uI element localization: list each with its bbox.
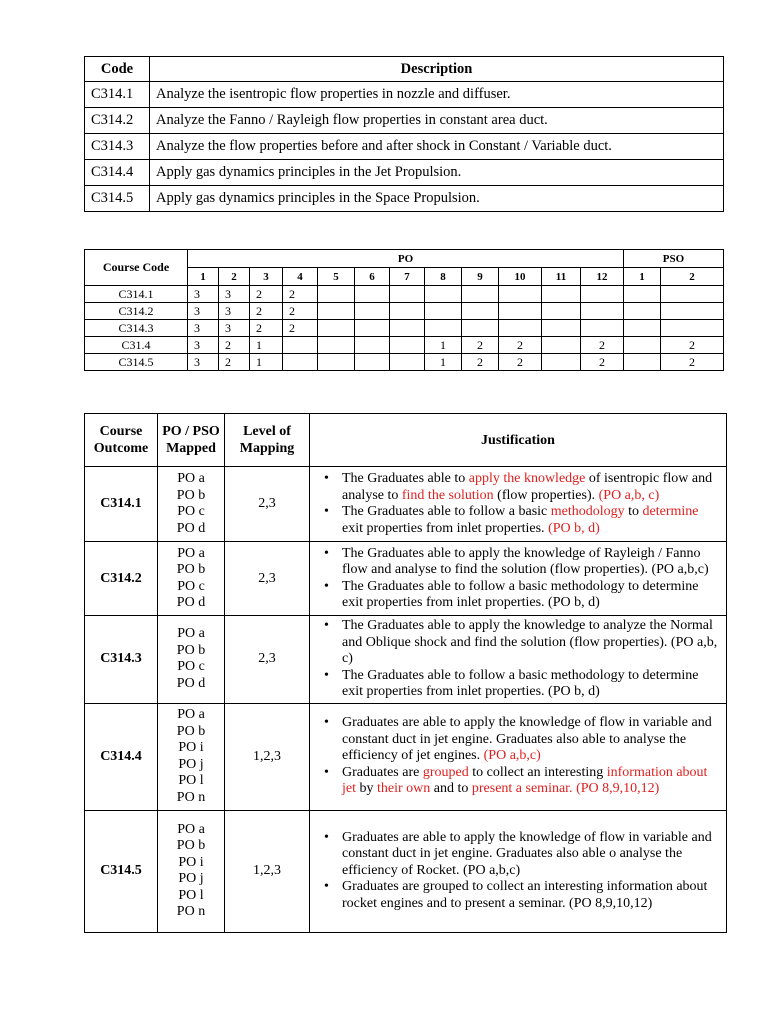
justification-text: Graduates are	[342, 764, 423, 780]
mapping-value-cell	[661, 286, 724, 303]
highlighted-phrase: determine	[642, 504, 699, 519]
justification-bullet	[318, 618, 718, 668]
justification-bullet	[318, 765, 718, 798]
justification-bullet	[318, 504, 718, 537]
mapping-value-cell	[355, 303, 390, 320]
mapping-value-cell: 2	[250, 320, 283, 337]
po-column-header: 10	[499, 268, 542, 286]
highlighted-phrase: (PO 8,9,10,12)	[576, 781, 660, 797]
justification-text: and to	[430, 781, 472, 797]
table-row	[85, 810, 727, 932]
po-mapped-item: PO j	[178, 756, 204, 772]
justification-list	[318, 471, 718, 537]
mapping-value-cell: 2	[581, 354, 624, 371]
mapping-value-cell	[318, 320, 355, 337]
po-mapped-cell	[158, 703, 225, 810]
mapping-value-cell	[624, 320, 661, 337]
mapping-value-cell	[425, 320, 462, 337]
mapping-value-cell	[390, 320, 425, 337]
mapping-value-cell	[318, 337, 355, 354]
justification-list	[318, 715, 718, 798]
justification-text: The Graduates able to	[342, 471, 469, 486]
po-column-header: 4	[283, 268, 318, 286]
mapping-value-cell: 2	[499, 337, 542, 354]
justification-bullet	[318, 715, 718, 765]
justification-list	[318, 618, 718, 701]
mapping-value-cell	[542, 354, 581, 371]
po-mapped-item: PO b	[176, 642, 206, 658]
course-outcomes-table	[84, 56, 724, 212]
level-of-mapping-cell: 2,3	[225, 542, 310, 616]
mapping-value-cell	[462, 303, 499, 320]
mapping-value-cell	[581, 320, 624, 337]
po-mapped-item: PO c	[177, 578, 205, 594]
table-header-row	[85, 414, 727, 467]
mapping-value-cell	[462, 286, 499, 303]
po-mapped-item: PO l	[178, 773, 204, 788]
justification-text: of isentropic flow and analyse to	[342, 471, 713, 503]
outcome-description-cell: Analyze the isentropic flow properties in nozzle and diffuser.	[150, 82, 724, 108]
table-header-row	[85, 57, 724, 82]
highlighted-phrase: (PO b, d)	[548, 520, 600, 536]
mapping-value-cell	[542, 286, 581, 303]
po-mapped-item: PO c	[177, 659, 205, 675]
mapping-value-cell	[283, 337, 318, 354]
justification-text: Graduates are able to apply the knowledge of flow in variable and constant duct in jet engine. Graduates also able o analyse the efficiency of Rocket. (PO a,b,c)	[342, 829, 712, 878]
table-row	[85, 186, 724, 212]
mapping-value-cell	[499, 303, 542, 320]
justification-cell	[310, 467, 727, 542]
mapping-value-cell: 1	[425, 354, 462, 371]
mapping-value-cell: 3	[188, 354, 219, 371]
po-mapped-item: PO i	[178, 740, 204, 755]
po-mapped-item: PO b	[176, 562, 206, 577]
course-code-cell: C314.5	[85, 354, 188, 371]
justification-text: Graduates are grouped to collect an interesting information about rocket engines and to present a seminar. (PO 8,9,10,12)	[342, 879, 708, 911]
po-column-header: 9	[462, 268, 499, 286]
justification-cell	[310, 703, 727, 810]
highlighted-phrase: apply the knowledge	[468, 471, 586, 486]
po-mapped-item: PO a	[177, 707, 205, 722]
outcome-description-cell: Apply gas dynamics principles in the Jet Propulsion.	[150, 160, 724, 186]
justification-list	[318, 546, 718, 612]
mapping-value-cell	[581, 303, 624, 320]
outcome-code-cell: C314.5	[85, 186, 150, 212]
mapping-value-cell	[318, 354, 355, 371]
justification-text: Graduates are able to apply the knowledge of flow in variable and constant duct in jet engine. Graduates also able to analyse the efficiency of jet engines.	[342, 715, 712, 764]
table-row	[85, 703, 727, 810]
justification-cell	[310, 542, 727, 616]
po-column-header: 2	[219, 268, 250, 286]
highlighted-phrase: (PO a,b,c)	[483, 748, 541, 764]
outcome-code-cell: C314.3	[85, 134, 150, 160]
mapping-value-cell	[624, 337, 661, 354]
justification-cell	[310, 810, 727, 932]
po-column-header: 7	[390, 268, 425, 286]
mapping-value-cell: 2	[219, 354, 250, 371]
mapping-value-cell	[283, 354, 318, 371]
mapping-value-cell: 1	[250, 337, 283, 354]
mapping-value-cell	[542, 320, 581, 337]
po-pso-mapping-table	[84, 249, 724, 371]
table-row	[85, 286, 724, 303]
po-mapped-item: PO b	[176, 723, 206, 739]
mapping-value-cell: 3	[219, 303, 250, 320]
table-row	[85, 82, 724, 108]
mapping-value-cell: 3	[219, 286, 250, 303]
justification-text: The Graduates able to apply the knowledge to analyze the Normal and Oblique shock and find the solution (flow properties). (PO a,b, c)	[342, 618, 718, 666]
mapping-value-cell: 1	[250, 354, 283, 371]
mapping-value-cell	[542, 337, 581, 354]
po-mapped-item: PO a	[177, 545, 205, 561]
mapping-value-cell	[462, 320, 499, 337]
mapping-value-cell	[499, 320, 542, 337]
pso-header: PSO	[624, 250, 724, 268]
mapping-value-cell	[624, 303, 661, 320]
course-outcome-cell: C314.3	[85, 616, 158, 704]
level-of-mapping-cell: 1,2,3	[225, 810, 310, 932]
po-pso-mapped-header: PO / PSO Mapped	[158, 414, 225, 467]
table-row	[85, 160, 724, 186]
table-row	[85, 337, 724, 354]
po-mapped-item: PO n	[176, 789, 206, 805]
mapping-value-cell	[390, 354, 425, 371]
po-column-header: 5	[318, 268, 355, 286]
po-header: PO	[188, 250, 624, 268]
po-mapped-item: PO j	[178, 871, 204, 886]
mapping-value-cell: 2	[499, 354, 542, 371]
course-outcome-cell: C314.4	[85, 703, 158, 810]
mapping-value-cell: 2	[661, 354, 724, 371]
level-of-mapping-cell: 1,2,3	[225, 703, 310, 810]
mapping-value-cell	[318, 303, 355, 320]
pso-column-header: 2	[661, 268, 724, 286]
table-row	[85, 108, 724, 134]
table-header-row	[85, 250, 724, 268]
mapping-value-cell: 2	[283, 320, 318, 337]
justification-bullet	[318, 830, 718, 880]
mapping-value-cell	[661, 320, 724, 337]
table-row	[85, 134, 724, 160]
mapping-value-cell: 2	[462, 337, 499, 354]
highlighted-phrase: grouped	[422, 764, 469, 780]
mapping-value-cell	[355, 320, 390, 337]
mapping-value-cell: 3	[188, 320, 219, 337]
pso-column-header: 1	[624, 268, 661, 286]
mapping-value-cell: 3	[188, 286, 219, 303]
justification-table	[84, 413, 727, 933]
course-code-cell: C31.4	[85, 337, 188, 354]
outcome-description-cell: Analyze the flow properties before and after shock in Constant / Variable duct.	[150, 134, 724, 160]
justification-cell	[310, 616, 727, 704]
po-mapped-item: PO i	[178, 854, 204, 870]
justification-bullet	[318, 546, 718, 579]
highlighted-phrase: their own	[377, 781, 431, 797]
mapping-value-cell	[624, 286, 661, 303]
table-row	[85, 616, 727, 704]
highlighted-phrase: (PO a,b, c)	[598, 487, 660, 503]
mapping-value-cell: 3	[188, 337, 219, 354]
mapping-value-cell: 2	[250, 286, 283, 303]
highlighted-phrase: find the solution	[401, 487, 494, 503]
justification-bullet	[318, 668, 718, 701]
course-code-cell: C314.1	[85, 286, 188, 303]
outcome-description-cell: Analyze the Fanno / Rayleigh flow properties in constant area duct.	[150, 108, 724, 134]
po-mapped-item: PO d	[176, 595, 206, 610]
po-column-header: 1	[188, 268, 219, 286]
course-outcome-header: Course Outcome	[85, 414, 158, 467]
justification-text: to collect an interesting	[468, 764, 607, 780]
mapping-value-cell: 2	[462, 354, 499, 371]
level-of-mapping-cell: 2,3	[225, 616, 310, 704]
mapping-value-cell: 1	[425, 337, 462, 354]
outcome-code-cell: C314.2	[85, 108, 150, 134]
mapping-value-cell	[542, 303, 581, 320]
table-row	[85, 467, 727, 542]
justification-text: The Graduates able to follow a basic methodology to determine exit properties from inlet properties. (PO b, d)	[342, 667, 699, 699]
justification-text: The Graduates able to follow a basic methodology to determine exit properties from inlet properties. (PO b, d)	[342, 578, 699, 610]
po-mapped-item: PO a	[177, 821, 205, 837]
outcome-description-cell: Apply gas dynamics principles in the Space Propulsion.	[150, 186, 724, 212]
mapping-value-cell: 2	[250, 303, 283, 320]
po-column-header: 11	[542, 268, 581, 286]
mapping-value-cell	[499, 286, 542, 303]
course-code-cell: C314.2	[85, 303, 188, 320]
mapping-value-cell: 2	[283, 286, 318, 303]
course-outcome-cell: C314.1	[85, 467, 158, 542]
po-mapped-cell	[158, 542, 225, 616]
mapping-value-cell: 3	[188, 303, 219, 320]
outcome-code-cell: C314.4	[85, 160, 150, 186]
mapping-value-cell: 2	[581, 337, 624, 354]
outcome-code-cell: C314.1	[85, 82, 150, 108]
po-mapped-item: PO a	[177, 471, 205, 486]
po-mapped-item: PO a	[177, 626, 205, 642]
highlighted-phrase: information about jet	[342, 764, 708, 797]
po-mapped-cell	[158, 616, 225, 704]
mapping-value-cell	[425, 303, 462, 320]
highlighted-phrase: present a seminar.	[471, 781, 573, 797]
highlighted-phrase: methodology	[550, 504, 625, 519]
po-mapped-item: PO d	[176, 520, 206, 536]
level-of-mapping-header: Level of Mapping	[225, 414, 310, 467]
table-row	[85, 320, 724, 337]
mapping-value-cell	[661, 303, 724, 320]
justification-text: The Graduates able to follow a basic	[342, 504, 551, 519]
description-header: Description	[150, 57, 724, 82]
justification-text: exit properties from inlet properties.	[342, 520, 549, 536]
po-mapped-item: PO d	[176, 675, 206, 691]
course-code-header: Course Code	[85, 250, 188, 286]
mapping-value-cell	[390, 303, 425, 320]
mapping-value-cell: 2	[283, 303, 318, 320]
justification-text: to	[624, 504, 643, 519]
mapping-value-cell	[355, 286, 390, 303]
justification-bullet	[318, 471, 718, 504]
justification-bullet	[318, 579, 718, 612]
po-mapped-item: PO b	[176, 838, 206, 853]
level-of-mapping-cell: 2,3	[225, 467, 310, 542]
po-mapped-item: PO l	[178, 887, 204, 903]
mapping-value-cell	[390, 337, 425, 354]
mapping-value-cell	[581, 286, 624, 303]
po-mapped-item: PO c	[177, 504, 205, 519]
mapping-value-cell	[390, 286, 425, 303]
justification-text: The Graduates able to apply the knowledge of Rayleigh / Fanno flow and analyse to find the solution (flow properties). (PO a,b,c)	[342, 545, 709, 577]
po-column-header: 12	[581, 268, 624, 286]
mapping-value-cell	[425, 286, 462, 303]
justification-text: by	[356, 781, 377, 797]
justification-text: (flow properties).	[493, 487, 599, 503]
mapping-value-cell: 2	[661, 337, 724, 354]
mapping-value-cell	[624, 354, 661, 371]
justification-bullet	[318, 879, 718, 912]
course-code-cell: C314.3	[85, 320, 188, 337]
po-column-header: 3	[250, 268, 283, 286]
mapping-value-cell	[355, 337, 390, 354]
mapping-value-cell: 2	[219, 337, 250, 354]
mapping-value-cell	[318, 286, 355, 303]
course-outcome-cell: C314.5	[85, 810, 158, 932]
table-row	[85, 542, 727, 616]
mapping-value-cell	[355, 354, 390, 371]
po-mapped-item: PO b	[176, 487, 206, 503]
po-mapped-item: PO n	[176, 904, 206, 919]
table-row	[85, 354, 724, 371]
po-column-header: 6	[355, 268, 390, 286]
table-row	[85, 303, 724, 320]
mapping-value-cell: 3	[219, 320, 250, 337]
justification-header: Justification	[310, 414, 727, 467]
justification-list	[318, 830, 718, 913]
course-outcome-cell: C314.2	[85, 542, 158, 616]
po-column-header: 8	[425, 268, 462, 286]
po-mapped-cell	[158, 467, 225, 542]
po-mapped-cell	[158, 810, 225, 932]
code-header: Code	[85, 57, 150, 82]
